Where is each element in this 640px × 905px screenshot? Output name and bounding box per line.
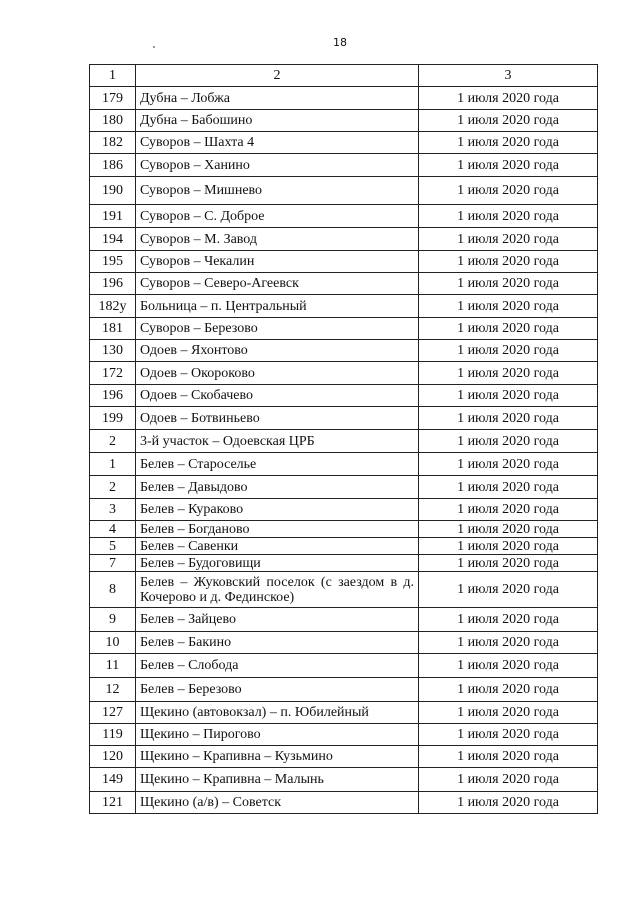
row-number: 182 [90, 132, 136, 154]
table-row [90, 110, 598, 132]
table-row [90, 608, 598, 632]
route-name: Суворов – М. Завод [136, 228, 419, 251]
table-row [90, 453, 598, 476]
table-row [90, 295, 598, 318]
start-date: 1 июля 2020 года [419, 521, 598, 538]
row-number: 127 [90, 702, 136, 724]
row-number: 5 [90, 538, 136, 555]
row-number: 191 [90, 205, 136, 228]
table-row [90, 538, 598, 555]
row-number: 3 [90, 499, 136, 521]
table-row [90, 768, 598, 792]
table-row [90, 362, 598, 385]
row-number: 172 [90, 362, 136, 385]
table-row [90, 572, 598, 608]
page-number: 18 [333, 36, 347, 49]
start-date: 1 июля 2020 года [419, 251, 598, 273]
row-number: 11 [90, 654, 136, 678]
row-number: 119 [90, 724, 136, 746]
table-row [90, 724, 598, 746]
route-name: Одоев – Скобачево [136, 385, 419, 407]
start-date: 1 июля 2020 года [419, 228, 598, 251]
header-row [90, 65, 598, 87]
row-number: 12 [90, 678, 136, 702]
table-row [90, 430, 598, 453]
start-date: 1 июля 2020 года [419, 746, 598, 768]
start-date: 1 июля 2020 года [419, 555, 598, 572]
row-number: 10 [90, 632, 136, 654]
row-number: 181 [90, 318, 136, 340]
column-header-date: 3 [419, 65, 598, 87]
route-name: Дубна – Лобжа [136, 87, 419, 110]
table-row [90, 746, 598, 768]
route-name: Одоев – Окороково [136, 362, 419, 385]
table-row [90, 132, 598, 154]
table-row [90, 251, 598, 273]
table-row [90, 177, 598, 205]
row-number: 149 [90, 768, 136, 792]
row-number: 190 [90, 177, 136, 205]
route-name: Суворов – Мишнево [136, 177, 419, 205]
table-row [90, 678, 598, 702]
table-row [90, 154, 598, 177]
route-name: Больница – п. Центральный [136, 295, 419, 318]
start-date: 1 июля 2020 года [419, 110, 598, 132]
row-number: 196 [90, 273, 136, 295]
row-number: 194 [90, 228, 136, 251]
route-name: Суворов – Шахта 4 [136, 132, 419, 154]
row-number: 179 [90, 87, 136, 110]
table-row [90, 499, 598, 521]
route-name: Суворов – Ханино [136, 154, 419, 177]
row-number: 186 [90, 154, 136, 177]
start-date: 1 июля 2020 года [419, 132, 598, 154]
route-name: Щекино – Крапивна – Малынь [136, 768, 419, 792]
row-number: 8 [90, 572, 136, 608]
table-row [90, 632, 598, 654]
table-row [90, 340, 598, 362]
start-date: 1 июля 2020 года [419, 340, 598, 362]
route-name: Белев – Давыдово [136, 476, 419, 499]
row-number: 195 [90, 251, 136, 273]
start-date: 1 июля 2020 года [419, 205, 598, 228]
route-name: Суворов – Чекалин [136, 251, 419, 273]
start-date: 1 июля 2020 года [419, 430, 598, 453]
start-date: 1 июля 2020 года [419, 362, 598, 385]
route-name: Белев – Бакино [136, 632, 419, 654]
scan-speck [153, 46, 155, 48]
route-name: Одоев – Ботвиньево [136, 407, 419, 430]
table-row [90, 318, 598, 340]
route-name: Щекино (автовокзал) – п. Юбилейный [136, 702, 419, 724]
row-number: 2 [90, 476, 136, 499]
route-name: Белев – Богданово [136, 521, 419, 538]
table-row [90, 476, 598, 499]
route-name: Суворов – С. Доброе [136, 205, 419, 228]
start-date: 1 июля 2020 года [419, 768, 598, 792]
route-name: 3-й участок – Одоевская ЦРБ [136, 430, 419, 453]
start-date: 1 июля 2020 года [419, 453, 598, 476]
route-name: Щекино – Пирогово [136, 724, 419, 746]
routes-table [89, 64, 598, 814]
row-number: 120 [90, 746, 136, 768]
route-name: Суворов – Северо-Агеевск [136, 273, 419, 295]
start-date: 1 июля 2020 года [419, 476, 598, 499]
row-number: 7 [90, 555, 136, 572]
row-number: 121 [90, 792, 136, 814]
table-row [90, 792, 598, 814]
table-row [90, 555, 598, 572]
start-date: 1 июля 2020 года [419, 654, 598, 678]
route-name: Одоев – Яхонтово [136, 340, 419, 362]
route-name: Белев – Савенки [136, 538, 419, 555]
start-date: 1 июля 2020 года [419, 154, 598, 177]
row-number: 180 [90, 110, 136, 132]
route-name: Белев – Березово [136, 678, 419, 702]
start-date: 1 июля 2020 года [419, 702, 598, 724]
table-row [90, 521, 598, 538]
start-date: 1 июля 2020 года [419, 572, 598, 608]
table-row [90, 273, 598, 295]
start-date: 1 июля 2020 года [419, 792, 598, 814]
table-row [90, 228, 598, 251]
route-name: Белев – Жуковский поселок (с заездом в д. Кочерово и д. Фединское) [136, 572, 419, 608]
table-row [90, 407, 598, 430]
table-row [90, 87, 598, 110]
column-header-route: 2 [136, 65, 419, 87]
start-date: 1 июля 2020 года [419, 724, 598, 746]
row-number: 9 [90, 608, 136, 632]
table-row [90, 702, 598, 724]
table-row [90, 205, 598, 228]
route-name: Щекино – Крапивна – Кузьмино [136, 746, 419, 768]
table-row [90, 654, 598, 678]
row-number: 2 [90, 430, 136, 453]
start-date: 1 июля 2020 года [419, 87, 598, 110]
start-date: 1 июля 2020 года [419, 407, 598, 430]
route-name: Белев – Староселье [136, 453, 419, 476]
row-number: 4 [90, 521, 136, 538]
start-date: 1 июля 2020 года [419, 678, 598, 702]
start-date: 1 июля 2020 года [419, 538, 598, 555]
route-name: Белев – Слобода [136, 654, 419, 678]
row-number: 196 [90, 385, 136, 407]
route-name: Дубна – Бабошино [136, 110, 419, 132]
route-name: Белев – Зайцево [136, 608, 419, 632]
route-name: Щекино (а/в) – Советск [136, 792, 419, 814]
route-name: Белев – Будоговищи [136, 555, 419, 572]
row-number: 182у [90, 295, 136, 318]
start-date: 1 июля 2020 года [419, 385, 598, 407]
column-header-number: 1 [90, 65, 136, 87]
row-number: 1 [90, 453, 136, 476]
table-row [90, 385, 598, 407]
start-date: 1 июля 2020 года [419, 318, 598, 340]
start-date: 1 июля 2020 года [419, 295, 598, 318]
row-number: 199 [90, 407, 136, 430]
start-date: 1 июля 2020 года [419, 273, 598, 295]
row-number: 130 [90, 340, 136, 362]
table-body [90, 87, 598, 814]
start-date: 1 июля 2020 года [419, 632, 598, 654]
route-name: Белев – Кураково [136, 499, 419, 521]
start-date: 1 июля 2020 года [419, 608, 598, 632]
start-date: 1 июля 2020 года [419, 177, 598, 205]
start-date: 1 июля 2020 года [419, 499, 598, 521]
route-name: Суворов – Березово [136, 318, 419, 340]
